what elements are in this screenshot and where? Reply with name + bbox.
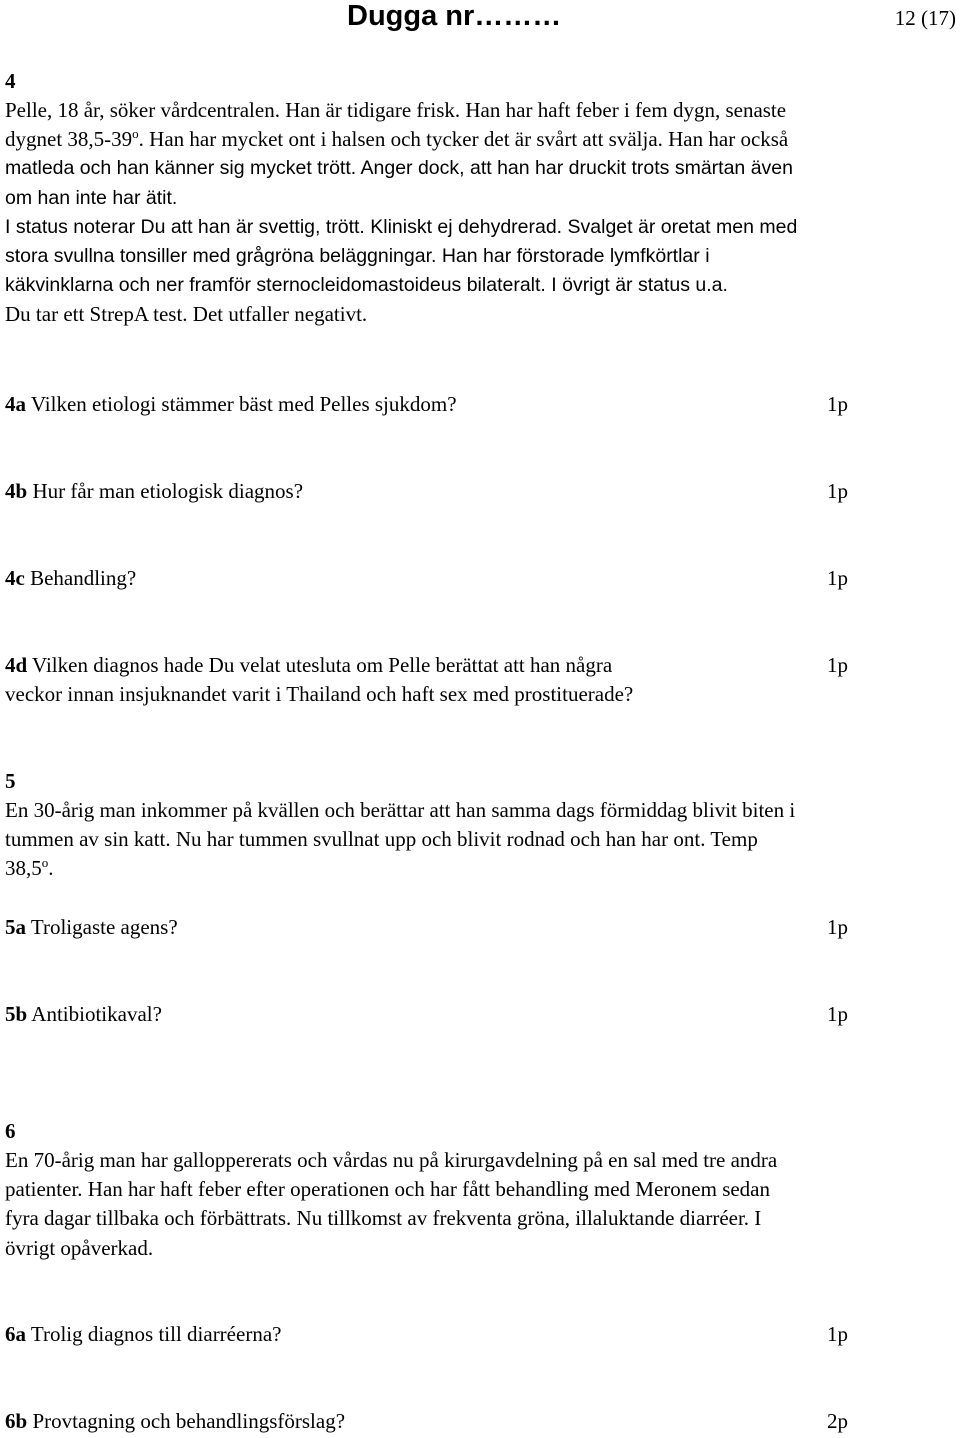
case-6-line: En 70-årig man har galloppererats och vårdas nu på kirurgavdelning på en sal med tre andra (5, 1148, 778, 1172)
case-4-line: Pelle, 18 år, söker vårdcentralen. Han är tidigare frisk. Han har haft feber i fem dygn, senaste (5, 98, 787, 122)
question-4c (5, 564, 955, 624)
question-text: Vilken diagnos hade Du velat utesluta om Pelle berättat att han några (27, 653, 613, 677)
question-label: 6a (5, 1322, 26, 1346)
degree-sup: o (41, 855, 49, 871)
question-4b (5, 477, 955, 537)
case-6-line: fyra dagar tillbaka och förbättrats. Nu tillkomst av frekventa gröna, illaluktande diarréer. I (5, 1206, 762, 1231)
question-points: 2p (827, 1409, 848, 1433)
case-6-description (5, 1146, 955, 1263)
question-points: 1p (827, 392, 848, 416)
question-text: Provtagning och behandlingsförslag? (27, 1409, 346, 1433)
case-5-line: En 30-årig man inkommer på kvällen och berättar att han samma dags förmiddag blivit biten i (5, 798, 796, 822)
case-4-description (5, 96, 955, 330)
question-6a (5, 1320, 955, 1380)
case-5-line: tummen av sin katt. Nu har tummen svullnat upp och blivit rodnad och han har ont. Temp (5, 827, 758, 852)
question-5a (5, 913, 955, 973)
question-label: 6b (5, 1409, 28, 1433)
question-text: Vilken etiologi stämmer bäst med Pelles sjukdom? (26, 392, 457, 416)
question-points: 1p (827, 1322, 848, 1346)
case-6-line: patienter. Han har haft feber efter operationen och har fått behandling med Meronem sedan (5, 1177, 771, 1202)
question-5b (5, 1000, 955, 1060)
case-6-line: övrigt opåverkad. (5, 1235, 154, 1260)
case-5-number: 5 (5, 769, 16, 793)
case-4-line: matleda och han känner sig mycket trött. Anger dock, att han har druckit trots smärtan även (5, 157, 793, 180)
document-title: Dugga nr……… (347, 0, 562, 32)
question-label: 4c (5, 566, 25, 590)
question-label: 5b (5, 1002, 28, 1026)
question-4a (5, 390, 955, 450)
case-4-line: om han inte har ätit. (5, 186, 178, 209)
question-text: Behandling? (24, 566, 137, 590)
question-points: 1p (827, 566, 848, 590)
question-points: 1p (827, 1002, 848, 1026)
case-4-line: dygnet 38,5-39$^o$. Han har mycket ont i halsen och tycker det är svårt att svälja. Han har också (5, 126, 789, 152)
question-text: Troligaste agens? (26, 915, 178, 939)
case-5-description (5, 796, 955, 884)
question-label: 4a (5, 392, 26, 416)
question-text: veckor innan insjuknandet varit i Thailand och haft sex med prostituerade? (5, 682, 634, 707)
case-4-status-line: stora svullna tonsiller med grågröna beläggningar. Han har förstorade lymfkörtlar i (5, 245, 710, 268)
question-4d (5, 651, 955, 711)
question-text: Trolig diagnos till diarréerna? (26, 1322, 282, 1346)
case-4-number: 4 (5, 69, 16, 93)
case-4-status-line: käkvinklarna och ner framför sternocleidomastoideus bilateralt. I övrigt är status u.a. (5, 274, 728, 297)
degree-sup: o (132, 126, 139, 142)
question-label: 5a (5, 915, 26, 939)
question-label: 4d (5, 653, 28, 677)
question-label: 4b (5, 479, 28, 503)
case-4-status-line: I status noterar Du att han är svettig, trött. Kliniskt ej dehydrerad. Svalget är oretat men med (5, 215, 798, 238)
case-6-number: 6 (5, 1119, 16, 1143)
page-number: 12 (17) (894, 6, 956, 30)
case-5-line: 38,5$^o$. (5, 855, 54, 881)
question-points: 1p (827, 915, 848, 939)
question-text: Hur får man etiologisk diagnos? (27, 479, 304, 503)
question-text: Antibiotikaval? (27, 1002, 162, 1026)
case-4-status-line: Du tar ett StrepA test. Det utfaller negativt. (5, 302, 368, 327)
question-points: 1p (827, 479, 848, 503)
question-6b (5, 1407, 955, 1437)
question-points: 1p (827, 653, 848, 677)
page-header (0, 0, 960, 36)
